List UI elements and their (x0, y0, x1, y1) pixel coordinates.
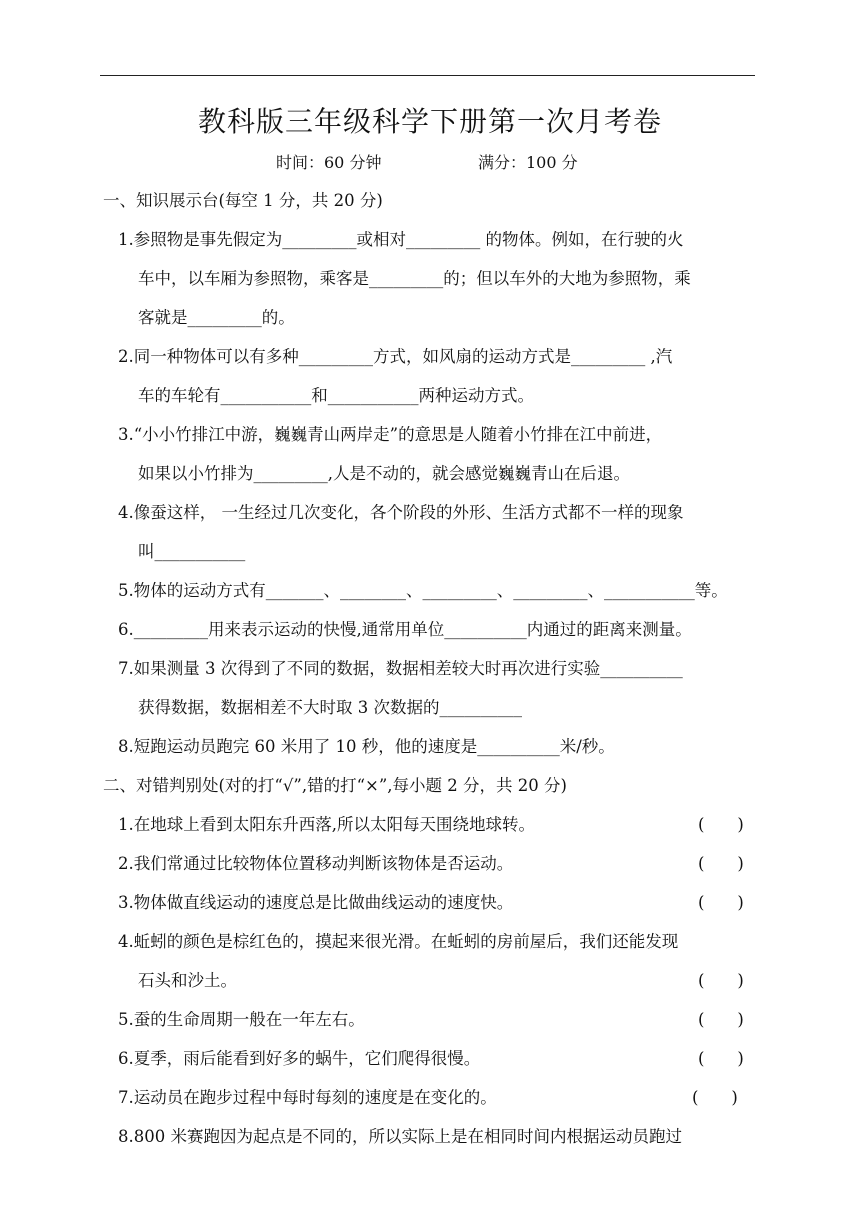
q1-line1: 1.参照物是事先假定为_________或相对_________ 的物体。例如，在行驶的火 (118, 230, 684, 249)
tf-q6: 6.夏季，雨后能看到好多的蜗牛，它们爬得很慢。 (118, 1049, 481, 1068)
q4-line1: 4.像蚕这样， 一生经过几次变化，各个阶段的外形、生活方式都不一样的现象 (118, 503, 684, 522)
tf-q1: 1.在地球上看到太阳东升西落,所以太阳每天围绕地球转。 (118, 815, 535, 834)
q2-line1: 2.同一种物体可以有多种_________方式，如风扇的运动方式是_________ ,汽 (118, 347, 673, 366)
q1-line2: 车中，以车厢为参照物，乘客是_________的；但以车外的大地为参照物，乘 (138, 269, 691, 288)
tf-q6-answer-blank[interactable]: ( ) (698, 1049, 744, 1068)
tf-q1-answer-blank[interactable]: ( ) (698, 815, 744, 834)
q3-line2: 如果以小竹排为_________,人是不动的，就会感觉巍巍青山在后退。 (138, 464, 630, 483)
q1-line3: 客就是_________的。 (138, 308, 295, 327)
q3-line1: 3.“小小竹排江中游，巍巍青山两岸走”的意思是人随着小竹排在江中前进， (118, 425, 663, 444)
q2-line2: 车的车轮有___________和___________两种运动方式。 (138, 386, 534, 405)
tf-q8-line1: 8.800 米赛跑因为起点是不同的，所以实际上是在相同时间内根据运动员跑过 (118, 1127, 682, 1146)
section2-header: 二、对错判别处(对的打“√”,错的打“×”,每小题 2 分，共 20 分) (103, 776, 567, 795)
q5-line1: 5.物体的运动方式有_______、________、_________、_________、___________等。 (118, 581, 728, 600)
q4-line2: 叫___________ (138, 542, 246, 561)
top-rule (100, 75, 755, 76)
tf-q5: 5.蚕的生命周期一般在一年左右。 (118, 1010, 365, 1029)
exam-full-score: 满分：100 分 (478, 153, 578, 172)
exam-time: 时间：60 分钟 (276, 153, 382, 172)
tf-q5-answer-blank[interactable]: ( ) (698, 1010, 744, 1029)
tf-q7: 7.运动员在跑步过程中每时每刻的速度是在变化的。 (118, 1088, 497, 1107)
section1-header: 一、知识展示台(每空 1 分，共 20 分) (103, 191, 383, 210)
tf-q3-answer-blank[interactable]: ( ) (698, 893, 744, 912)
page-title: 教科版三年级科学下册第一次月考卷 (197, 105, 662, 138)
q6-line1: 6._________用来表示运动的快慢,通常用单位__________内通过的距离来测量。 (118, 620, 692, 639)
tf-q2: 2.我们常通过比较物体位置移动判断该物体是否运动。 (118, 854, 514, 873)
tf-q4-line1: 4.蚯蚓的颜色是棕红色的，摸起来很光滑。在蚯蚓的房前屋后，我们还能发现 (118, 932, 679, 951)
tf-q3: 3.物体做直线运动的速度总是比做曲线运动的速度快。 (118, 893, 514, 912)
tf-q7-answer-blank[interactable]: ( ) (692, 1088, 738, 1107)
tf-q4-answer-blank[interactable]: ( ) (698, 971, 744, 990)
q7-line2: 获得数据，数据相差不大时取 3 次数据的__________ (138, 698, 522, 717)
q7-line1: 7.如果测量 3 次得到了不同的数据，数据相差较大时再次进行实验__________ (118, 659, 683, 678)
tf-q2-answer-blank[interactable]: ( ) (698, 854, 744, 873)
tf-q4-line2: 石头和沙土。 (138, 971, 237, 990)
q8-line1: 8.短跑运动员跑完 60 米用了 10 秒，他的速度是__________米/秒。 (118, 737, 615, 756)
